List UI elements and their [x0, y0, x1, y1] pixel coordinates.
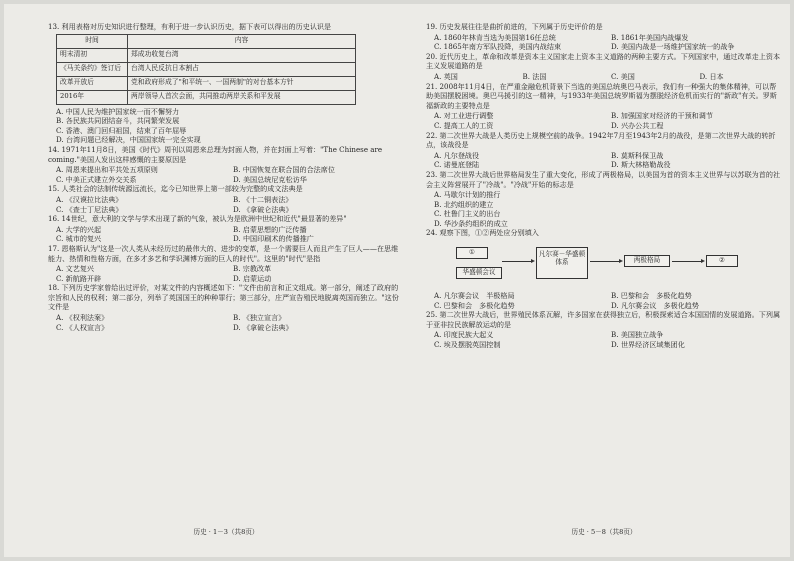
question-19: [426, 22, 782, 52]
options: [56, 195, 404, 214]
option-c: C. 中美正式建立外交关系: [56, 174, 137, 184]
option-a: A. 马歇尔计划的推行: [434, 190, 501, 200]
table-cell: 改革开放后: [57, 76, 128, 90]
option-d: D. 兴办公共工程: [611, 120, 664, 130]
table-row: [57, 90, 356, 104]
question-stem: 24. 观察下图，①②两处应分别填入: [426, 228, 539, 238]
option-a: A. 英国: [434, 71, 458, 81]
table-row: [57, 62, 356, 76]
option-c: C. 城市的复兴: [56, 234, 102, 244]
page-footer: 历史 · 1－3（共8页）: [193, 528, 259, 537]
diagram-box-5: 华盛顿会议: [456, 267, 502, 279]
option-b: B. 美国独立战争: [611, 330, 664, 340]
options: [56, 313, 404, 332]
question-stem: 22. 第二次世界大战是人类历史上规模空前的战争。1942年7月至1943年2月的战役，是第二次世界大战的转折点，该战役是: [426, 130, 776, 150]
question-23: [426, 170, 782, 229]
question-stem: 25. 第二次世界大战后，世界殖民体系瓦解，许多国家在获得独立后，积极探索适合本国国情的发展道路。下列属于亚非拉民族解放运动的是: [426, 310, 781, 329]
option-d: D. 斯大林格勒战役: [611, 160, 671, 170]
option-b: B. 莫斯科保卫战: [611, 150, 664, 160]
option-d: D. 世界经济区域集团化: [611, 340, 685, 350]
option-a: A. 凡尔登战役: [434, 150, 480, 160]
question-stem: 16. 14世纪，意大利的文学与学术出现了新的气象，被认为是欧洲中世纪和近代"最显著的差异": [48, 214, 347, 224]
options: [434, 190, 782, 228]
right-page: [426, 22, 782, 542]
options: [434, 291, 782, 310]
options: [56, 264, 404, 283]
option-a: A. 周恩来提出和平共处五项原则: [56, 165, 158, 175]
option-c: C. 提高工人的工资: [434, 120, 494, 130]
left-page: [48, 22, 404, 542]
question-25: [426, 310, 782, 349]
question-stem: 15. 人类社会的法制传统源远流长，迄今已知世界上第一部较为完整的成文法典是: [48, 184, 303, 194]
options: [56, 225, 404, 244]
question-15: [48, 184, 404, 214]
options: [434, 151, 782, 170]
diagram-box-3: 两极格局: [624, 255, 670, 267]
option-d: D. 美国内战是一场维护国家统一的战争: [611, 42, 735, 52]
diagram-arrow: [672, 261, 702, 262]
question-stem: 23. 第二次世界大战后世界格局发生了重大变化，形成了两极格局，以美国为首的资本主义世界与以苏联为首的社会主义阵营展开了"冷战"。"冷战"开始的标志是: [426, 169, 781, 189]
option-c: C. 《人权宣言》: [56, 322, 109, 332]
question-stem: 19. 历史发展往往是曲折前进的，下列属于历史评价的是: [426, 22, 603, 31]
option-a: A. 《权利法案》: [56, 313, 109, 323]
question-13-table: [56, 34, 356, 105]
option-b: B. 启蒙思想的广泛传播: [233, 224, 307, 234]
option-b: B. 加强国家对经济的干预和调节: [611, 111, 713, 121]
diagram-box-1: ①: [456, 247, 488, 259]
options: [56, 165, 404, 184]
option-d: D. 《拿破仑法典》: [233, 204, 293, 214]
options: [434, 330, 782, 349]
page-footer: 历史 · 5－8（共8页）: [571, 528, 637, 537]
question-20: [426, 52, 782, 82]
table-header: 时间: [57, 34, 128, 48]
question-stem: 20. 近代历史上，革命和改革是资本主义国家走上资本主义道路的两种主要方式。下列国家中，通过改革走上资本主义发展道路的是: [426, 51, 781, 71]
question-stem: 17. 恩格斯认为"这是一次人类从未经历过的最伟大的、进步的变革，是一个需要巨人而且产生了巨人——在思维能力、热情和性格方面，在多才多艺和学识渊博方面的巨人的时代"。这里的"时代"是指: [48, 243, 399, 263]
question-24: [426, 228, 782, 310]
question-13: [48, 22, 404, 145]
option-c: C. 美国: [611, 71, 635, 81]
diagram-arrow: [590, 261, 620, 262]
diagram-arrow: [502, 261, 532, 262]
question-16: [48, 214, 404, 244]
table-cell: 2016年: [57, 90, 128, 104]
option-d: D. 《拿破仑法典》: [233, 322, 293, 332]
option-c: C. 新航路开辟: [56, 273, 102, 283]
table-cell: 党和政府形成了"和平统一、一国两制"的对台基本方针: [128, 76, 356, 90]
question-stem: 21. 2008年11月4日，在严重金融危机背景下当选的美国总统奥巴马表示，我们有一种强大的集体精神，可以帮助美国摆脱困境。奥巴马援引的这一精神，与1933年美国总统罗斯福为摆脱经济危机而实行的"新政"有关。罗斯福新政的主要特点是: [426, 81, 777, 110]
exam-sheet: [4, 4, 790, 557]
option-c: C. 埃及摆脱英国控制: [434, 340, 501, 350]
table-cell: 台湾人民反抗日本割占: [128, 62, 356, 76]
option-d: D. 启蒙运动: [233, 273, 272, 283]
question-17: [48, 244, 404, 283]
option-b: B. 1861年美国内战爆发: [611, 32, 689, 42]
table-cell: 《马关条约》签订后: [57, 62, 128, 76]
option-d: D. 美国总统尼克松访华: [233, 174, 307, 184]
option-b: B. 北约组织的建立: [434, 199, 494, 209]
option-c: C. 1865年南方军队投降，美国内战结束: [434, 42, 562, 52]
question-stem: 14. 1971年11月8日，美国《时代》周刊以周恩来总理为封面人物，并在封面上写着："The Chinese are coming."美国人发出这样感慨的主要原因是: [48, 144, 383, 164]
question-22: [426, 131, 782, 170]
option-d: D. 凡尔赛会议 多极化趋势: [611, 300, 699, 310]
question-stem: 13. 利用表格对历史知识进行整理，有利于进一步认识历史，据下表可以得出的历史认识是: [48, 22, 332, 31]
question-21: [426, 82, 782, 131]
option-d: D. 台湾问题已经解决，中国国家统一完全实现: [56, 135, 201, 145]
option-d: D. 华沙条约组织的成立: [434, 218, 508, 228]
option-c: C. 巴黎和会 多极化趋势: [434, 300, 515, 310]
option-b: B. 巴黎和会 多极化趋势: [611, 291, 692, 301]
question-14: [48, 145, 404, 184]
option-a: A. 大学的兴起: [56, 224, 102, 234]
options: [434, 111, 782, 130]
option-b: B. 中国恢复在联合国的合法席位: [233, 165, 335, 175]
option-a: A. 文艺复兴: [56, 264, 95, 274]
table-row: [57, 76, 356, 90]
option-c: C. 诺曼底登陆: [434, 160, 480, 170]
diagram-box-4: ②: [706, 255, 738, 267]
option-c: C. 香港、澳门回归祖国，结束了百年屈辱: [56, 125, 187, 135]
diagram-box-2: 凡尔赛－华盛顿体系: [536, 247, 588, 279]
option-a: A. 对工业进行调整: [434, 111, 494, 121]
option-a: A. 中国人民为维护国家统一而不懈努力: [56, 106, 180, 116]
table-cell: 郑成功收复台湾: [128, 48, 356, 62]
option-b: B. 各民族共同团结奋斗，共同繁荣发展: [56, 116, 180, 126]
option-c: C. 杜鲁门主义的出台: [434, 209, 501, 219]
option-a: A. 凡尔赛会议 半极格局: [434, 291, 515, 301]
table-row: [57, 48, 356, 62]
option-a: A. 1860年林肯当选为美国第16任总统: [434, 32, 556, 42]
option-c: C. 《查士丁尼法典》: [56, 204, 123, 214]
question-stem: 18. 下列历史学家曾给出过评价，对某文件的内容概述如下："文件由前言和正文组成。第一部分，阐述了政府的宗旨和人民的权利；第二部分，列举了英国国王的种种罪行；第三部分，庄严宣告殖民地脱离英国而独立。"这份文件是: [48, 283, 399, 312]
table-header: 内容: [128, 34, 356, 48]
question-18: [48, 283, 404, 332]
question-24-diagram: [456, 241, 756, 289]
option-a: A. 《汉谟拉比法典》: [56, 194, 123, 204]
table-cell: 两岸领导人首次会面，共同推动两岸关系和平发展: [128, 90, 356, 104]
table-cell: 明末清初: [57, 48, 128, 62]
option-b: B. 《独立宣言》: [233, 313, 286, 323]
option-d: D. 日本: [699, 71, 724, 81]
option-b: B. 《十二铜表法》: [233, 194, 293, 204]
option-a: A. 印度民族大起义: [434, 330, 494, 340]
options: [434, 33, 782, 52]
option-d: D. 中国印刷术的传播推广: [233, 234, 314, 244]
options: [434, 72, 782, 82]
options: [56, 107, 404, 145]
option-b: B. 法国: [522, 71, 547, 81]
option-b: B. 宗教改革: [233, 264, 272, 274]
